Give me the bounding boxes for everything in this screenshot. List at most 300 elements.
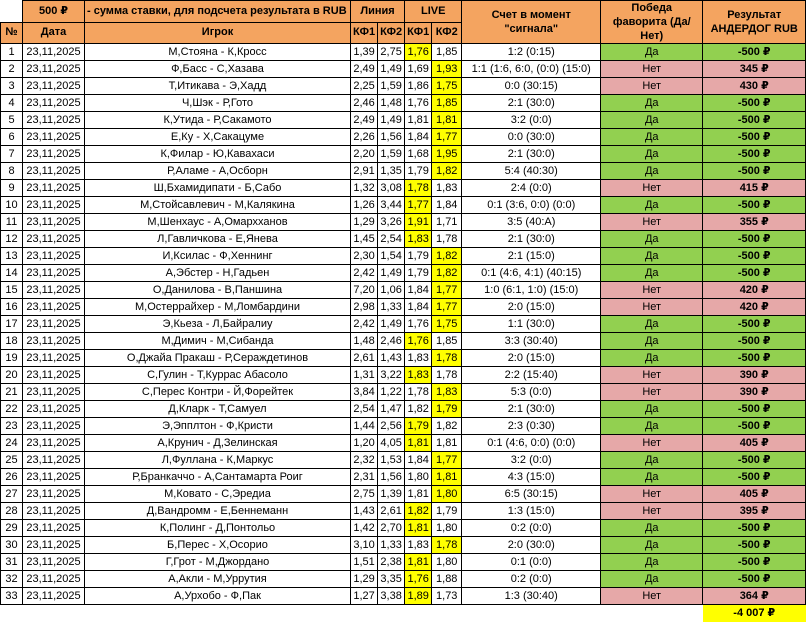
score-cell[interactable]: 1:3 (15:0): [462, 503, 601, 520]
player-cell[interactable]: Е,Ку - Х,Сакацуме: [85, 129, 351, 146]
line-kf2-cell[interactable]: 1,49: [378, 265, 405, 282]
row-number-cell[interactable]: 24: [1, 435, 23, 452]
line-kf1-cell[interactable]: 1,51: [351, 554, 378, 571]
line-kf1-cell[interactable]: 7,20: [351, 282, 378, 299]
date-cell[interactable]: 23,11,2025: [23, 61, 85, 78]
score-cell[interactable]: 0:1 (4:6, 4:1) (40:15): [462, 265, 601, 282]
date-cell[interactable]: 23,11,2025: [23, 248, 85, 265]
result-cell[interactable]: -500 ₽: [703, 333, 806, 350]
line-kf1-cell[interactable]: 1,44: [351, 418, 378, 435]
player-cell[interactable]: И,Ксилас - Ф,Хеннинг: [85, 248, 351, 265]
row-number-cell[interactable]: 32: [1, 571, 23, 588]
live-kf1-cell[interactable]: 1,69: [405, 61, 432, 78]
line-kf1-cell[interactable]: 2,98: [351, 299, 378, 316]
live-kf2-cell[interactable]: 1,75: [432, 78, 462, 95]
row-number-cell[interactable]: 11: [1, 214, 23, 231]
line-kf1-cell[interactable]: 1,42: [351, 520, 378, 537]
line-kf2-cell[interactable]: 1,49: [378, 112, 405, 129]
score-cell[interactable]: 2:1 (15:0): [462, 248, 601, 265]
row-number-cell[interactable]: 27: [1, 486, 23, 503]
row-number-cell[interactable]: 12: [1, 231, 23, 248]
live-kf2-cell[interactable]: 1,88: [432, 571, 462, 588]
favorite-win-cell[interactable]: Да: [601, 44, 703, 61]
player-cell[interactable]: Ч,Шэк - Р,Гото: [85, 95, 351, 112]
line-kf2-cell[interactable]: 3,35: [378, 571, 405, 588]
row-number-cell[interactable]: 30: [1, 537, 23, 554]
line-kf1-cell[interactable]: 1,26: [351, 197, 378, 214]
favorite-win-cell[interactable]: Да: [601, 452, 703, 469]
row-number-cell[interactable]: 16: [1, 299, 23, 316]
total-result-cell[interactable]: -4 007 ₽: [703, 605, 806, 622]
date-cell[interactable]: 23,11,2025: [23, 503, 85, 520]
date-cell[interactable]: 23,11,2025: [23, 197, 85, 214]
favorite-win-cell[interactable]: Нет: [601, 61, 703, 78]
line-kf2-cell[interactable]: 3,22: [378, 367, 405, 384]
result-cell[interactable]: -500 ₽: [703, 418, 806, 435]
line-kf1-cell[interactable]: 1,48: [351, 333, 378, 350]
date-cell[interactable]: 23,11,2025: [23, 265, 85, 282]
line-kf2-cell[interactable]: 1,06: [378, 282, 405, 299]
score-cell[interactable]: 3:2 (0:0): [462, 452, 601, 469]
date-cell[interactable]: 23,11,2025: [23, 163, 85, 180]
date-cell[interactable]: 23,11,2025: [23, 486, 85, 503]
score-cell[interactable]: 5:3 (0:0): [462, 384, 601, 401]
player-cell[interactable]: Э,Эпплтон - Ф,Кристи: [85, 418, 351, 435]
score-cell[interactable]: 0:1 (3:6, 0:0) (0:0): [462, 197, 601, 214]
live-kf1-cell[interactable]: 1,84: [405, 129, 432, 146]
live-kf1-cell[interactable]: 1,76: [405, 571, 432, 588]
player-cell[interactable]: С,Гулин - Т,Куррас Абасоло: [85, 367, 351, 384]
line-kf2-cell[interactable]: 1,59: [378, 78, 405, 95]
live-kf2-cell[interactable]: 1,83: [432, 180, 462, 197]
result-cell[interactable]: -500 ₽: [703, 401, 806, 418]
line-kf1-cell[interactable]: 2,31: [351, 469, 378, 486]
live-kf1-cell[interactable]: 1,83: [405, 231, 432, 248]
line-kf2-cell[interactable]: 1,35: [378, 163, 405, 180]
player-cell[interactable]: Т,Итикава - Э,Хадд: [85, 78, 351, 95]
result-cell[interactable]: 420 ₽: [703, 282, 806, 299]
live-kf1-cell[interactable]: 1,91: [405, 214, 432, 231]
score-cell[interactable]: 0:0 (30:15): [462, 78, 601, 95]
line-kf1-cell[interactable]: 1,45: [351, 231, 378, 248]
line-kf1-cell[interactable]: 1,32: [351, 180, 378, 197]
result-cell[interactable]: -500 ₽: [703, 129, 806, 146]
result-cell[interactable]: 345 ₽: [703, 61, 806, 78]
result-cell[interactable]: 420 ₽: [703, 299, 806, 316]
date-cell[interactable]: 23,11,2025: [23, 435, 85, 452]
result-cell[interactable]: -500 ₽: [703, 163, 806, 180]
live-kf1-cell[interactable]: 1,77: [405, 197, 432, 214]
line-kf2-cell[interactable]: 3,44: [378, 197, 405, 214]
live-kf2-cell[interactable]: 1,80: [432, 520, 462, 537]
row-number-cell[interactable]: 20: [1, 367, 23, 384]
live-kf2-cell[interactable]: 1,78: [432, 350, 462, 367]
score-cell[interactable]: 0:2 (0:0): [462, 520, 601, 537]
date-cell[interactable]: 23,11,2025: [23, 452, 85, 469]
line-kf1-cell[interactable]: 2,42: [351, 265, 378, 282]
player-cell[interactable]: М,Стояна - К,Кросс: [85, 44, 351, 61]
live-kf1-cell[interactable]: 1,78: [405, 384, 432, 401]
date-cell[interactable]: 23,11,2025: [23, 367, 85, 384]
score-cell[interactable]: 2:3 (0:30): [462, 418, 601, 435]
live-kf1-cell[interactable]: 1,76: [405, 44, 432, 61]
favorite-win-cell[interactable]: Нет: [601, 503, 703, 520]
line-kf2-cell[interactable]: 1,47: [378, 401, 405, 418]
live-kf2-cell[interactable]: 1,80: [432, 486, 462, 503]
live-kf2-cell[interactable]: 1,82: [432, 418, 462, 435]
favorite-win-cell[interactable]: Нет: [601, 486, 703, 503]
score-cell[interactable]: 0:2 (0:0): [462, 571, 601, 588]
row-number-cell[interactable]: 2: [1, 61, 23, 78]
score-cell[interactable]: 1:3 (30:40): [462, 588, 601, 605]
favorite-win-cell[interactable]: Да: [601, 248, 703, 265]
result-cell[interactable]: 415 ₽: [703, 180, 806, 197]
live-kf2-cell[interactable]: 1,75: [432, 316, 462, 333]
favorite-win-cell[interactable]: Да: [601, 265, 703, 282]
player-cell[interactable]: М,Стойсавлевич - М,Калякина: [85, 197, 351, 214]
line-kf2-cell[interactable]: 1,48: [378, 95, 405, 112]
live-kf1-cell[interactable]: 1,89: [405, 588, 432, 605]
date-cell[interactable]: 23,11,2025: [23, 282, 85, 299]
favorite-win-cell[interactable]: Да: [601, 333, 703, 350]
live-kf1-cell[interactable]: 1,83: [405, 537, 432, 554]
player-cell[interactable]: М,Димич - М,Сибанда: [85, 333, 351, 350]
row-number-cell[interactable]: 25: [1, 452, 23, 469]
date-cell[interactable]: 23,11,2025: [23, 571, 85, 588]
line-kf1-cell[interactable]: 2,30: [351, 248, 378, 265]
line-kf1-cell[interactable]: 2,32: [351, 452, 378, 469]
stake-value-cell[interactable]: 500 ₽: [23, 1, 85, 23]
date-cell[interactable]: 23,11,2025: [23, 333, 85, 350]
favorite-win-cell[interactable]: Да: [601, 520, 703, 537]
player-cell[interactable]: А,Акли - М,Уррутия: [85, 571, 351, 588]
favorite-win-cell[interactable]: Нет: [601, 214, 703, 231]
player-cell[interactable]: Л,Гавличкова - Е,Янева: [85, 231, 351, 248]
result-cell[interactable]: -500 ₽: [703, 537, 806, 554]
line-kf1-cell[interactable]: 2,20: [351, 146, 378, 163]
line-kf1-cell[interactable]: 1,43: [351, 503, 378, 520]
favorite-win-cell[interactable]: Нет: [601, 367, 703, 384]
score-cell[interactable]: 1:2 (0:15): [462, 44, 601, 61]
live-kf1-cell[interactable]: 1,82: [405, 503, 432, 520]
player-cell[interactable]: М,Шенхаус - А,Омархханов: [85, 214, 351, 231]
favorite-win-cell[interactable]: Да: [601, 95, 703, 112]
score-cell[interactable]: 3:5 (40:А): [462, 214, 601, 231]
row-number-cell[interactable]: 8: [1, 163, 23, 180]
row-number-cell[interactable]: 7: [1, 146, 23, 163]
live-kf2-cell[interactable]: 1,78: [432, 231, 462, 248]
live-kf1-cell[interactable]: 1,84: [405, 282, 432, 299]
line-kf1-cell[interactable]: 2,25: [351, 78, 378, 95]
line-kf2-cell[interactable]: 3,26: [378, 214, 405, 231]
date-cell[interactable]: 23,11,2025: [23, 146, 85, 163]
score-cell[interactable]: 1:1 (30:0): [462, 316, 601, 333]
line-kf2-cell[interactable]: 1,53: [378, 452, 405, 469]
live-kf2-cell[interactable]: 1,82: [432, 265, 462, 282]
line-kf1-cell[interactable]: 1,31: [351, 367, 378, 384]
score-cell[interactable]: 2:1 (30:0): [462, 231, 601, 248]
live-kf1-cell[interactable]: 1,79: [405, 418, 432, 435]
live-kf2-cell[interactable]: 1,85: [432, 44, 462, 61]
line-kf1-cell[interactable]: 1,29: [351, 214, 378, 231]
live-kf2-cell[interactable]: 1,83: [432, 384, 462, 401]
live-kf1-cell[interactable]: 1,83: [405, 350, 432, 367]
live-kf1-cell[interactable]: 1,79: [405, 265, 432, 282]
row-number-cell[interactable]: 1: [1, 44, 23, 61]
score-cell[interactable]: 0:1 (0:0): [462, 554, 601, 571]
live-kf2-cell[interactable]: 1,84: [432, 197, 462, 214]
line-kf1-cell[interactable]: 2,75: [351, 486, 378, 503]
favorite-win-cell[interactable]: Да: [601, 163, 703, 180]
score-cell[interactable]: 1:0 (6:1, 1:0) (15:0): [462, 282, 601, 299]
row-number-cell[interactable]: 9: [1, 180, 23, 197]
line-kf2-cell[interactable]: 2,70: [378, 520, 405, 537]
result-cell[interactable]: 405 ₽: [703, 486, 806, 503]
line-kf2-cell[interactable]: 1,56: [378, 129, 405, 146]
line-kf2-cell[interactable]: 1,49: [378, 316, 405, 333]
live-kf2-cell[interactable]: 1,81: [432, 469, 462, 486]
score-cell[interactable]: 3:3 (30:40): [462, 333, 601, 350]
line-kf2-cell[interactable]: 1,59: [378, 146, 405, 163]
score-cell[interactable]: 2:1 (30:0): [462, 401, 601, 418]
live-kf2-cell[interactable]: 1,81: [432, 112, 462, 129]
favorite-win-cell[interactable]: Да: [601, 146, 703, 163]
live-kf1-cell[interactable]: 1,81: [405, 435, 432, 452]
line-kf2-cell[interactable]: 1,39: [378, 486, 405, 503]
live-kf1-cell[interactable]: 1,76: [405, 316, 432, 333]
line-kf1-cell[interactable]: 1,39: [351, 44, 378, 61]
line-kf1-cell[interactable]: 2,61: [351, 350, 378, 367]
line-kf1-cell[interactable]: 2,54: [351, 401, 378, 418]
line-kf2-cell[interactable]: 3,08: [378, 180, 405, 197]
result-cell[interactable]: -500 ₽: [703, 265, 806, 282]
live-kf1-cell[interactable]: 1,83: [405, 367, 432, 384]
live-kf1-cell[interactable]: 1,76: [405, 333, 432, 350]
live-kf1-cell[interactable]: 1,81: [405, 112, 432, 129]
date-cell[interactable]: 23,11,2025: [23, 44, 85, 61]
score-cell[interactable]: 4:3 (15:0): [462, 469, 601, 486]
live-kf2-cell[interactable]: 1,73: [432, 588, 462, 605]
live-kf1-cell[interactable]: 1,84: [405, 452, 432, 469]
favorite-win-cell[interactable]: Да: [601, 231, 703, 248]
score-cell[interactable]: 2:1 (30:0): [462, 95, 601, 112]
live-kf2-cell[interactable]: 1,80: [432, 554, 462, 571]
player-cell[interactable]: Э,Кьеза - Л,Байралиу: [85, 316, 351, 333]
player-cell[interactable]: К,Утида - Р,Сакамото: [85, 112, 351, 129]
live-kf2-cell[interactable]: 1,95: [432, 146, 462, 163]
player-cell[interactable]: Г,Грот - М,Джордано: [85, 554, 351, 571]
row-number-cell[interactable]: 10: [1, 197, 23, 214]
player-cell[interactable]: А,Эбстер - Н,Гадьен: [85, 265, 351, 282]
player-cell[interactable]: Б,Перес - Х,Осорио: [85, 537, 351, 554]
row-number-cell[interactable]: 6: [1, 129, 23, 146]
row-number-cell[interactable]: 4: [1, 95, 23, 112]
row-number-cell[interactable]: 33: [1, 588, 23, 605]
player-cell[interactable]: Ш,Бхамидипати - Б,Сабо: [85, 180, 351, 197]
result-cell[interactable]: 355 ₽: [703, 214, 806, 231]
row-number-cell[interactable]: 31: [1, 554, 23, 571]
player-cell[interactable]: Ф,Басс - С,Хазава: [85, 61, 351, 78]
score-cell[interactable]: 2:1 (30:0): [462, 146, 601, 163]
live-kf2-cell[interactable]: 1,79: [432, 401, 462, 418]
favorite-win-cell[interactable]: Нет: [601, 282, 703, 299]
live-kf1-cell[interactable]: 1,79: [405, 248, 432, 265]
date-cell[interactable]: 23,11,2025: [23, 554, 85, 571]
line-kf2-cell[interactable]: 1,33: [378, 537, 405, 554]
line-kf1-cell[interactable]: 1,20: [351, 435, 378, 452]
result-cell[interactable]: -500 ₽: [703, 112, 806, 129]
line-kf2-cell[interactable]: 1,33: [378, 299, 405, 316]
favorite-win-cell[interactable]: Да: [601, 469, 703, 486]
score-cell[interactable]: 1:1 (1:6, 6:0, (0:0) (15:0): [462, 61, 601, 78]
score-cell[interactable]: 3:2 (0:0): [462, 112, 601, 129]
date-cell[interactable]: 23,11,2025: [23, 469, 85, 486]
player-cell[interactable]: Д,Вандромм - Е,Беннеманн: [85, 503, 351, 520]
result-cell[interactable]: -500 ₽: [703, 520, 806, 537]
live-kf1-cell[interactable]: 1,84: [405, 299, 432, 316]
player-cell[interactable]: К,Филар - Ю,Кавахаси: [85, 146, 351, 163]
result-cell[interactable]: 364 ₽: [703, 588, 806, 605]
line-kf2-cell[interactable]: 1,49: [378, 61, 405, 78]
result-cell[interactable]: -500 ₽: [703, 350, 806, 367]
date-cell[interactable]: 23,11,2025: [23, 316, 85, 333]
line-kf2-cell[interactable]: 2,61: [378, 503, 405, 520]
favorite-win-cell[interactable]: Да: [601, 537, 703, 554]
favorite-win-cell[interactable]: Нет: [601, 435, 703, 452]
score-cell[interactable]: 2:0 (15:0): [462, 299, 601, 316]
live-kf2-cell[interactable]: 1,85: [432, 95, 462, 112]
live-kf2-cell[interactable]: 1,85: [432, 333, 462, 350]
line-kf2-cell[interactable]: 3,38: [378, 588, 405, 605]
live-kf2-cell[interactable]: 1,77: [432, 129, 462, 146]
date-cell[interactable]: 23,11,2025: [23, 299, 85, 316]
date-cell[interactable]: 23,11,2025: [23, 112, 85, 129]
result-cell[interactable]: 390 ₽: [703, 367, 806, 384]
row-number-cell[interactable]: 3: [1, 78, 23, 95]
favorite-win-cell[interactable]: Да: [601, 350, 703, 367]
live-kf2-cell[interactable]: 1,77: [432, 452, 462, 469]
line-kf2-cell[interactable]: 1,43: [378, 350, 405, 367]
line-kf2-cell[interactable]: 4,05: [378, 435, 405, 452]
live-kf1-cell[interactable]: 1,76: [405, 95, 432, 112]
row-number-cell[interactable]: 23: [1, 418, 23, 435]
favorite-win-cell[interactable]: Нет: [601, 299, 703, 316]
line-kf1-cell[interactable]: 2,49: [351, 61, 378, 78]
live-kf1-cell[interactable]: 1,80: [405, 469, 432, 486]
row-number-cell[interactable]: 22: [1, 401, 23, 418]
favorite-win-cell[interactable]: Да: [601, 571, 703, 588]
score-cell[interactable]: 0:1 (4:6, 0:0) (0:0): [462, 435, 601, 452]
line-kf1-cell[interactable]: 1,27: [351, 588, 378, 605]
date-cell[interactable]: 23,11,2025: [23, 78, 85, 95]
player-cell[interactable]: О,Данилова - В,Паншина: [85, 282, 351, 299]
result-cell[interactable]: -500 ₽: [703, 571, 806, 588]
line-kf2-cell[interactable]: 1,22: [378, 384, 405, 401]
score-cell[interactable]: 2:0 (15:0): [462, 350, 601, 367]
player-cell[interactable]: Р,Аламе - А,Осборн: [85, 163, 351, 180]
line-kf2-cell[interactable]: 2,46: [378, 333, 405, 350]
result-cell[interactable]: -500 ₽: [703, 554, 806, 571]
row-number-cell[interactable]: 5: [1, 112, 23, 129]
result-cell[interactable]: -500 ₽: [703, 231, 806, 248]
live-kf2-cell[interactable]: 1,82: [432, 248, 462, 265]
result-cell[interactable]: 405 ₽: [703, 435, 806, 452]
player-cell[interactable]: К,Полинг - Д,Понтольо: [85, 520, 351, 537]
live-kf1-cell[interactable]: 1,81: [405, 554, 432, 571]
line-kf2-cell[interactable]: 1,56: [378, 469, 405, 486]
line-kf1-cell[interactable]: 3,10: [351, 537, 378, 554]
row-number-cell[interactable]: 19: [1, 350, 23, 367]
live-kf2-cell[interactable]: 1,78: [432, 367, 462, 384]
result-cell[interactable]: -500 ₽: [703, 469, 806, 486]
favorite-win-cell[interactable]: Да: [601, 401, 703, 418]
date-cell[interactable]: 23,11,2025: [23, 588, 85, 605]
result-cell[interactable]: 395 ₽: [703, 503, 806, 520]
row-number-cell[interactable]: 21: [1, 384, 23, 401]
result-cell[interactable]: -500 ₽: [703, 44, 806, 61]
result-cell[interactable]: -500 ₽: [703, 146, 806, 163]
favorite-win-cell[interactable]: Нет: [601, 588, 703, 605]
line-kf1-cell[interactable]: 2,42: [351, 316, 378, 333]
player-cell[interactable]: О,Джайа Пракаш - Р,Сераждетинов: [85, 350, 351, 367]
row-number-cell[interactable]: 29: [1, 520, 23, 537]
live-kf2-cell[interactable]: 1,79: [432, 503, 462, 520]
result-cell[interactable]: 390 ₽: [703, 384, 806, 401]
player-cell[interactable]: М,Ковато - С,Эредиа: [85, 486, 351, 503]
live-kf2-cell[interactable]: 1,71: [432, 214, 462, 231]
row-number-cell[interactable]: 28: [1, 503, 23, 520]
favorite-win-cell[interactable]: Да: [601, 554, 703, 571]
date-cell[interactable]: 23,11,2025: [23, 418, 85, 435]
live-kf1-cell[interactable]: 1,82: [405, 401, 432, 418]
row-number-cell[interactable]: 15: [1, 282, 23, 299]
player-cell[interactable]: Д,Кларк - Т,Самуел: [85, 401, 351, 418]
line-kf1-cell[interactable]: 1,29: [351, 571, 378, 588]
player-cell[interactable]: А,Крунич - Д,Зелинская: [85, 435, 351, 452]
live-kf2-cell[interactable]: 1,82: [432, 163, 462, 180]
date-cell[interactable]: 23,11,2025: [23, 537, 85, 554]
favorite-win-cell[interactable]: Да: [601, 129, 703, 146]
date-cell[interactable]: 23,11,2025: [23, 401, 85, 418]
date-cell[interactable]: 23,11,2025: [23, 214, 85, 231]
favorite-win-cell[interactable]: Да: [601, 418, 703, 435]
result-cell[interactable]: -500 ₽: [703, 248, 806, 265]
row-number-cell[interactable]: 26: [1, 469, 23, 486]
player-cell[interactable]: М,Остеррайхер - М,Ломбардини: [85, 299, 351, 316]
row-number-cell[interactable]: 14: [1, 265, 23, 282]
player-cell[interactable]: Р,Бранкаччо - А,Сантамарта Роиг: [85, 469, 351, 486]
date-cell[interactable]: 23,11,2025: [23, 384, 85, 401]
date-cell[interactable]: 23,11,2025: [23, 520, 85, 537]
score-cell[interactable]: 6:5 (30:15): [462, 486, 601, 503]
result-cell[interactable]: -500 ₽: [703, 95, 806, 112]
favorite-win-cell[interactable]: Да: [601, 197, 703, 214]
live-kf1-cell[interactable]: 1,68: [405, 146, 432, 163]
date-cell[interactable]: 23,11,2025: [23, 180, 85, 197]
result-cell[interactable]: 430 ₽: [703, 78, 806, 95]
score-cell[interactable]: 0:0 (30:0): [462, 129, 601, 146]
date-cell[interactable]: 23,11,2025: [23, 231, 85, 248]
row-number-cell[interactable]: 13: [1, 248, 23, 265]
score-cell[interactable]: 2:4 (0:0): [462, 180, 601, 197]
favorite-win-cell[interactable]: Нет: [601, 384, 703, 401]
line-kf2-cell[interactable]: 2,56: [378, 418, 405, 435]
player-cell[interactable]: Л,Фуллана - К,Маркус: [85, 452, 351, 469]
live-kf1-cell[interactable]: 1,81: [405, 520, 432, 537]
favorite-win-cell[interactable]: Нет: [601, 180, 703, 197]
live-kf2-cell[interactable]: 1,78: [432, 537, 462, 554]
date-cell[interactable]: 23,11,2025: [23, 95, 85, 112]
